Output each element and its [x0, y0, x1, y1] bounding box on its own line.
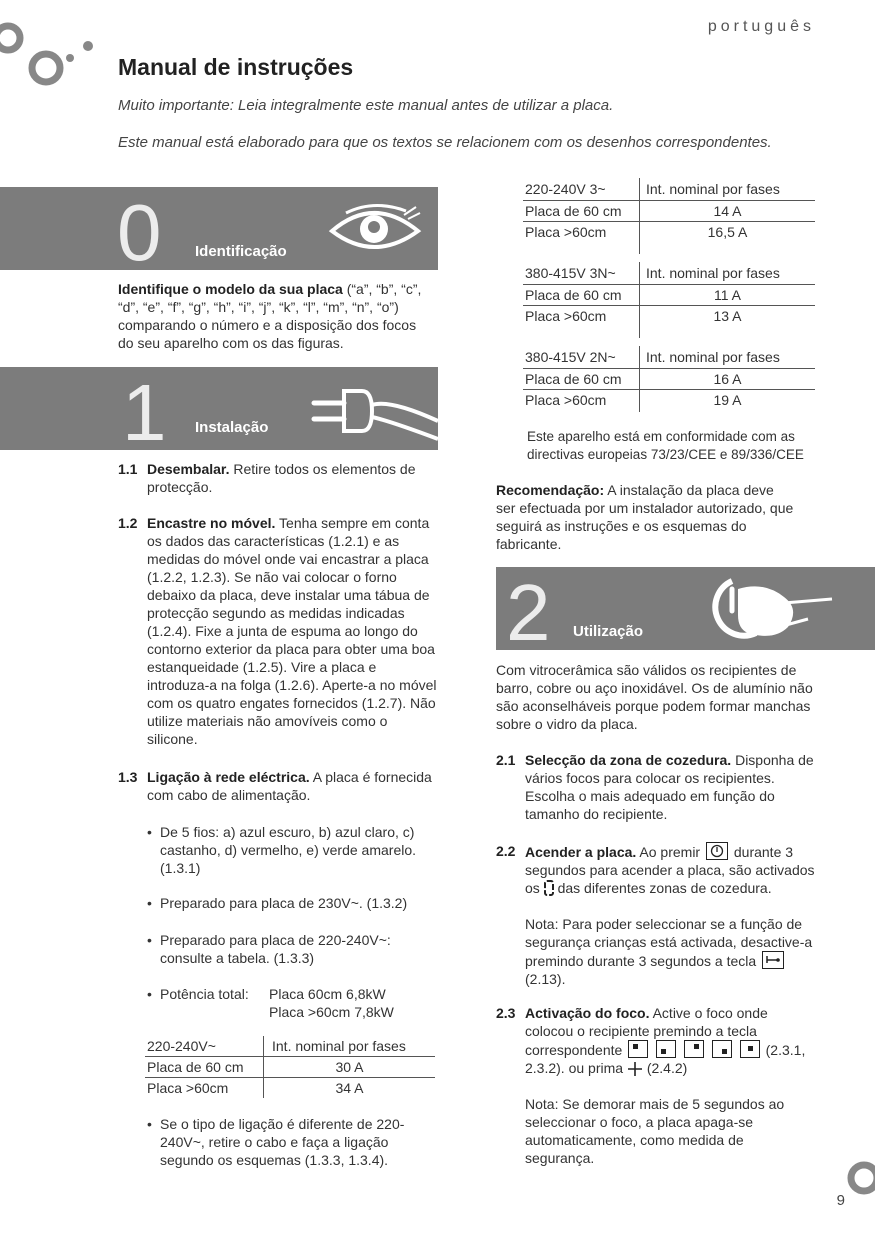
table-cell: 30 A [264, 1057, 436, 1078]
table-cell: Placa de 60 cm [523, 201, 640, 222]
table-cell: Placa >60cm [523, 390, 640, 413]
bullet-230v: • Preparado para placa de 230V~. (1.3.2) [147, 894, 432, 912]
item-text: (2.3.1, 2.3.2). ou prima [525, 1042, 806, 1076]
bullet-total-power: • Potência total: Placa 60cm 6,8kW Placa >60cm 7,8kW [147, 986, 394, 1020]
item-number: 2.3 [496, 1005, 516, 1021]
item-title: Acender a placa. [525, 844, 637, 860]
recommendation-title: Recomendação: [496, 482, 605, 498]
zone-key-top-left-icon [628, 1040, 648, 1058]
brand-circle-icon [842, 1160, 875, 1196]
item-title: Encastre no móvel. [147, 515, 276, 531]
table-cell: 11 A [640, 285, 816, 306]
bullet-5-wires: • De 5 fios: a) azul escuro, b) azul claro, c) castanho, d) vermelho, e) verde amarelo. (1.3.1) [147, 823, 432, 877]
item-1-1 [118, 460, 438, 496]
item-number: 1.2 [118, 515, 138, 531]
table-cell: 34 A [264, 1078, 436, 1099]
table-cell: Placa de 60 cm [523, 285, 640, 306]
power-60cm: Placa 60cm 6,8kW [269, 986, 386, 1002]
intro-drawings: Este manual está elaborado para que os textos se relacionem com os desenhos correspondentes. [118, 134, 772, 151]
section-number: 0 [117, 188, 162, 277]
item-text: das diferentes zonas de cozedura. [557, 880, 772, 896]
item-text: durante 3 segundos para acender a placa, são activados os [525, 844, 815, 896]
section-1-banner [0, 367, 438, 457]
power-over-60cm: Placa >60cm 7,8kW [269, 1004, 394, 1020]
zone-key-center-icon [740, 1040, 760, 1058]
item-text: (2.4.2) [646, 1060, 688, 1076]
bullet-text: Preparado para placa de 220-240V~: consulte a tabela. (1.3.3) [160, 932, 391, 966]
item-text: Disponha de vários focos para colocar os recipientes. Escolha o mais adequado em função do tamanho do recipiente. [525, 752, 814, 822]
plus-key-icon [627, 1061, 643, 1077]
page-title: Manual de instruções [118, 54, 354, 80]
identification-letters: (“a”, “b”, “c”, “d”, “e”, “f”, “g”, “h”, “i”, “j”, “k”, “l”, “m”, “n”, “o”) [118, 281, 422, 315]
table-cell: 19 A [640, 390, 816, 413]
identification-text [118, 280, 423, 352]
page-number: 9 [836, 1192, 845, 1209]
item-note-ref: (2.13). [525, 971, 566, 987]
table-cell: Placa >60cm [523, 306, 640, 339]
bullet-connection-type: • Se o tipo de ligação é diferente de 220-240V~, retire o cabo e faça a ligação segundo os esquemas (1.3.3, 1.3.4). [147, 1115, 422, 1169]
table-header: Int. nominal por fases [646, 265, 780, 281]
section-number: 2 [506, 568, 551, 657]
item-note: Nota: Para poder seleccionar se a função de segurança crianças está activada, desactive-a premindo durante 3 segundos a tecla [525, 916, 813, 969]
item-text: Ao premir [639, 844, 701, 860]
bullet-text: De 5 fios: a) azul escuro, b) azul claro, c) castanho, d) vermelho, e) verde amarelo. (1.3.1) [160, 824, 417, 876]
item-title: Ligação à rede eléctrica. [147, 769, 310, 785]
item-text: Active o foco onde colocou o recipiente premindo a tecla correspondente [525, 1005, 768, 1058]
table-header: 220-240V 3~ [523, 178, 640, 201]
item-1-2 [118, 514, 438, 748]
table-header: Int. nominal por fases [646, 181, 780, 197]
item-2-2 [496, 842, 826, 988]
item-1-3 [118, 768, 438, 804]
key-lock-icon [762, 951, 784, 969]
intro-important: Muito importante: Leia integralmente este manual antes de utilizar a placa. [118, 97, 614, 114]
language-label: português [707, 18, 815, 35]
item-note: Nota: Se demorar mais de 5 segundos ao seleccionar o foco, a placa apaga-se automaticamente, como medida de segurança. [525, 1096, 785, 1166]
section-label: Instalação [195, 419, 269, 436]
table-header: 220-240V~ [145, 1036, 264, 1057]
item-number: 1.3 [118, 769, 138, 785]
section-number: 1 [122, 368, 167, 457]
usage-intro: Com vitrocerâmica são válidos os recipientes de barro, cobre ou aço inoxidável. Os de alumínio não são aconselháveis porque podem formar manchas sobre o vidro da placa. [496, 662, 813, 732]
eye-icon [326, 201, 426, 257]
table-cell: Placa >60cm [523, 222, 640, 255]
zone-key-bottom-right-icon [712, 1040, 732, 1058]
item-2-3 [496, 1004, 816, 1167]
item-2-1 [496, 751, 816, 823]
table-cell: Placa de 60 cm [523, 369, 640, 390]
bullet-220-240v: • Preparado para placa de 220-240V~: consulte a tabela. (1.3.3) [147, 931, 432, 967]
item-title: Activação do foco. [525, 1005, 650, 1021]
current-table-220-240v-3 [523, 178, 815, 254]
table-header: Int. nominal por fases [272, 1038, 406, 1054]
zone-key-top-right-icon [684, 1040, 704, 1058]
finger-press-icon [704, 575, 834, 643]
item-number: 2.2 [496, 843, 516, 859]
item-number: 2.1 [496, 752, 516, 768]
bullet-text: Preparado para placa de 230V~. (1.3.2) [160, 895, 408, 911]
bullet-text: Se o tipo de ligação é diferente de 220-240V~, retire o cabo e faça a ligação segundo os esquemas (1.3.3, 1.3.4). [160, 1116, 405, 1168]
table-cell: 13 A [640, 306, 816, 339]
current-table-380-415v-3n [523, 262, 815, 338]
recommendation [496, 481, 796, 553]
table-header: Int. nominal por fases [646, 349, 780, 365]
item-text: Retire todos os elementos de protecção. [147, 461, 416, 495]
identification-lead: Identifique o modelo da sua placa [118, 281, 343, 297]
table-cell: 14 A [640, 201, 816, 222]
plug-icon [310, 381, 438, 443]
brand-circles-logo [0, 18, 100, 98]
section-label: Utilização [573, 623, 644, 640]
table-header: 380-415V 2N~ [523, 346, 640, 369]
section-label: Identificação [195, 243, 287, 260]
item-title: Desembalar. [147, 461, 230, 477]
table-cell: 16 A [640, 369, 816, 390]
compliance-note: Este aparelho está em conformidade com as directivas europeias 73/23/CEE e 89/336/CEE [527, 429, 804, 462]
item-number: 1.1 [118, 461, 138, 477]
item-text: Tenha sempre em conta os dados das características (1.2.1) e as medidas do móvel onde vai encastrar a placa (1.2.2, 1.2.3). Se não vai colocar o forno debaixo da placa, deve instalar uma tábua de protecção segundo as medidas indicadas (1.2.4). Fixe a junta de espuma ao longo do contorno exterior da placa para obter uma boa estanqueidade (1.2.5). Vire a placa e introduza-a na folga (1.2.6). Aperte-a no móvel com os quatro engates fornecidos (1.2.7). Não utilize materiais não amovíveis como o silicone. [147, 515, 437, 747]
item-text: A placa é fornecida com cabo de alimentação. [147, 769, 432, 803]
table-cell: Placa de 60 cm [145, 1057, 264, 1078]
table-header: 380-415V 3N~ [523, 262, 640, 285]
current-table-220-240v [145, 1036, 435, 1098]
item-title: Selecção da zona de cozedura. [525, 752, 732, 768]
table-cell: Placa >60cm [145, 1078, 264, 1099]
bullet-label: Potência total: [160, 986, 249, 1002]
zone-key-bottom-left-icon [656, 1040, 676, 1058]
segment-display-icon [544, 880, 554, 896]
section-0-banner [0, 187, 438, 277]
current-table-380-415v-2n [523, 346, 815, 412]
table-cell: 16,5 A [640, 222, 816, 255]
identification-rest: comparando o número e a disposição dos focos do seu aparelho com os das figuras. [118, 317, 417, 351]
power-key-icon [706, 842, 728, 860]
recommendation-text: A instalação da placa deve ser efectuada por um instalador autorizado, que seguirá as instruções e os esquemas do fabricante. [496, 482, 794, 552]
section-2-banner [496, 567, 875, 657]
